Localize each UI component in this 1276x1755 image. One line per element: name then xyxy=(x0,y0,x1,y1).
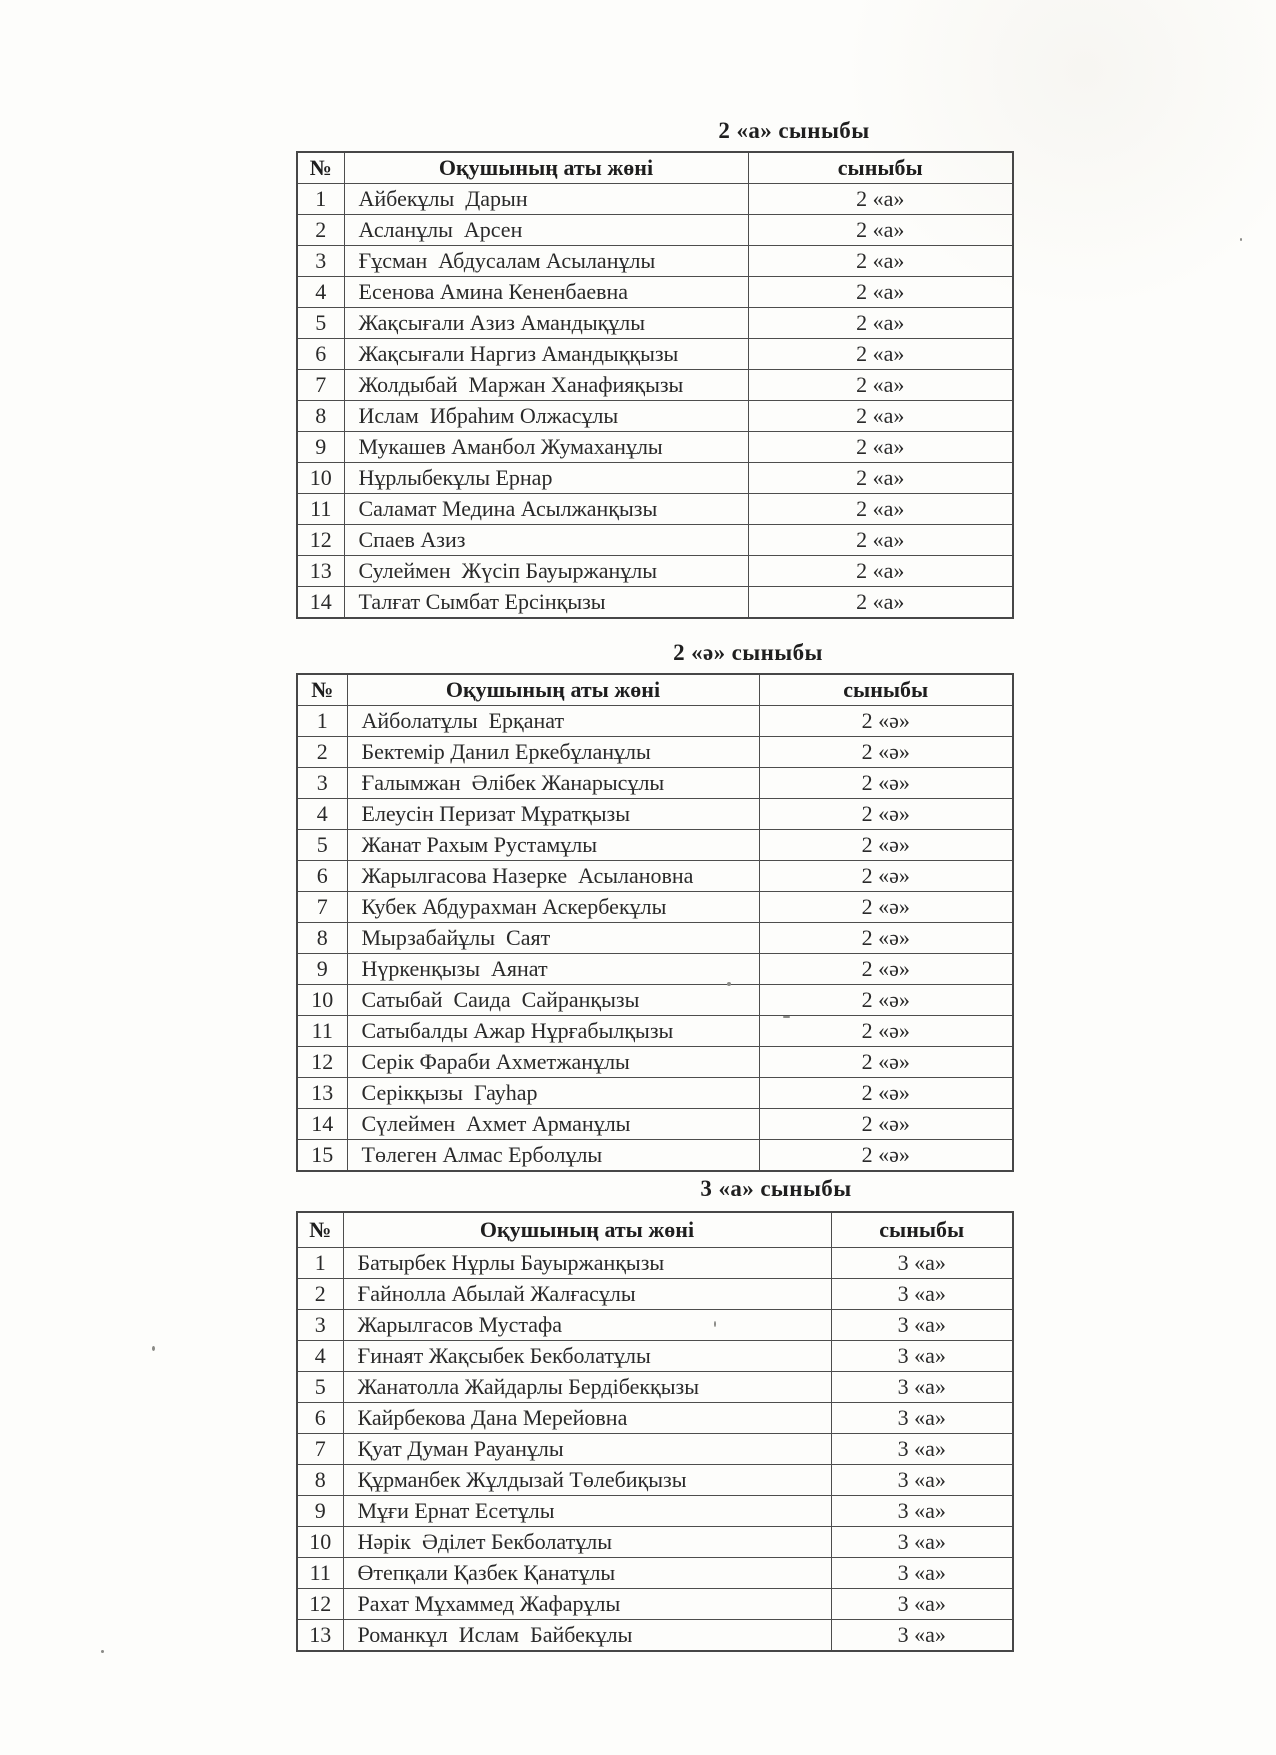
cell-number: 12 xyxy=(297,1047,347,1078)
cell-class: 3 «а» xyxy=(831,1620,1013,1652)
cell-number: 3 xyxy=(297,768,347,799)
table-header-row xyxy=(297,674,1013,706)
table-row xyxy=(297,1465,1013,1496)
table-row xyxy=(297,799,1013,830)
cell-number: 7 xyxy=(297,370,344,401)
col-header-name: Оқушының аты жөні xyxy=(344,152,748,184)
table-row xyxy=(297,1558,1013,1589)
cell-name: Батырбек Нұрлы Бауыржанқызы xyxy=(343,1248,831,1279)
cell-number: 8 xyxy=(297,401,344,432)
table-row xyxy=(297,432,1013,463)
cell-number: 10 xyxy=(297,1527,343,1558)
cell-number: 6 xyxy=(297,1403,343,1434)
cell-class: 3 «а» xyxy=(831,1279,1013,1310)
cell-name: Құрманбек Жұлдызай Төлебиқызы xyxy=(343,1465,831,1496)
cell-number: 1 xyxy=(297,1248,343,1279)
cell-name: Нұрлыбекұлы Ернар xyxy=(344,463,748,494)
cell-name: Сатыбалды Ажар Нұрғабылқызы xyxy=(347,1016,759,1047)
cell-name: Жақсығали Наргиз Амандыққызы xyxy=(344,339,748,370)
students-table-2a xyxy=(296,151,1014,619)
cell-class: 2 «ә» xyxy=(759,1109,1013,1140)
cell-number: 5 xyxy=(297,830,347,861)
cell-name: Ислам Ибраһим Олжасұлы xyxy=(344,401,748,432)
cell-name: Ғайнолла Абылай Жалғасұлы xyxy=(343,1279,831,1310)
class-section-3a xyxy=(296,1176,1012,1652)
cell-number: 5 xyxy=(297,1372,343,1403)
cell-class: 2 «ә» xyxy=(759,737,1013,768)
cell-name: Төлеген Алмас Ерболұлы xyxy=(347,1140,759,1172)
cell-name: Серікқызы Гауһар xyxy=(347,1078,759,1109)
cell-name: Жарылгасова Назерке Асылановна xyxy=(347,861,759,892)
cell-name: Рахат Мұхаммед Жафарұлы xyxy=(343,1589,831,1620)
cell-class: 2 «ә» xyxy=(759,985,1013,1016)
table-row xyxy=(297,1341,1013,1372)
cell-number: 7 xyxy=(297,892,347,923)
col-header-class: сыныбы xyxy=(831,1212,1013,1248)
cell-number: 14 xyxy=(297,587,344,619)
cell-number: 2 xyxy=(297,737,347,768)
cell-class: 2 «а» xyxy=(748,308,1013,339)
cell-class: 2 «а» xyxy=(748,277,1013,308)
cell-number: 4 xyxy=(297,799,347,830)
cell-class: 2 «ә» xyxy=(759,892,1013,923)
table-row xyxy=(297,1434,1013,1465)
cell-name: Жақсығали Азиз Амандықұлы xyxy=(344,308,748,339)
cell-class: 2 «а» xyxy=(748,494,1013,525)
col-header-name: Оқушының аты жөні xyxy=(343,1212,831,1248)
table-row xyxy=(297,1078,1013,1109)
class-list-title: 2 «ә» сыныбы xyxy=(673,640,823,665)
cell-name: Мукашев Аманбол Жумаханұлы xyxy=(344,432,748,463)
cell-class: 2 «ә» xyxy=(759,768,1013,799)
table-row xyxy=(297,861,1013,892)
cell-name: Сулеймен Жүсіп Бауыржанұлы xyxy=(344,556,748,587)
cell-class: 3 «а» xyxy=(831,1310,1013,1341)
table-row xyxy=(297,768,1013,799)
table-header-row xyxy=(297,152,1013,184)
cell-number: 5 xyxy=(297,308,344,339)
table-row xyxy=(297,587,1013,619)
table-row xyxy=(297,246,1013,277)
class-list-title: 3 «а» сыныбы xyxy=(700,1176,852,1201)
cell-class: 2 «а» xyxy=(748,556,1013,587)
table-row xyxy=(297,1589,1013,1620)
table-row xyxy=(297,277,1013,308)
cell-name: Ғинаят Жақсыбек Бекболатұлы xyxy=(343,1341,831,1372)
table-row xyxy=(297,830,1013,861)
table-row xyxy=(297,1016,1013,1047)
students-table-3a xyxy=(296,1211,1014,1652)
cell-name: Ғұсман Абдусалам Асыланұлы xyxy=(344,246,748,277)
scan-speck xyxy=(152,1346,155,1351)
cell-class: 2 «ә» xyxy=(759,923,1013,954)
table-row xyxy=(297,556,1013,587)
cell-number: 12 xyxy=(297,1589,343,1620)
cell-number: 8 xyxy=(297,1465,343,1496)
scan-speck xyxy=(101,1650,104,1653)
col-header-number: № xyxy=(297,152,344,184)
table-row xyxy=(297,1047,1013,1078)
table-row xyxy=(297,401,1013,432)
table-row xyxy=(297,1310,1013,1341)
table-row xyxy=(297,525,1013,556)
table-row xyxy=(297,339,1013,370)
cell-number: 10 xyxy=(297,463,344,494)
table-row xyxy=(297,463,1013,494)
cell-name: Өтепқали Қазбек Қанатұлы xyxy=(343,1558,831,1589)
cell-name: Айболатұлы Ерқанат xyxy=(347,706,759,737)
cell-name: Кубек Абдурахман Аскербекұлы xyxy=(347,892,759,923)
table-row xyxy=(297,494,1013,525)
cell-number: 11 xyxy=(297,1016,347,1047)
cell-number: 11 xyxy=(297,494,344,525)
cell-class: 2 «а» xyxy=(748,587,1013,619)
scan-speck xyxy=(714,1321,716,1327)
cell-number: 11 xyxy=(297,1558,343,1589)
cell-number: 14 xyxy=(297,1109,347,1140)
cell-class: 2 «а» xyxy=(748,432,1013,463)
class-section-2ae xyxy=(296,640,1012,1172)
table-row xyxy=(297,1109,1013,1140)
table-row xyxy=(297,1403,1013,1434)
cell-class: 2 «а» xyxy=(748,401,1013,432)
cell-name: Талғат Сымбат Ерсінқызы xyxy=(344,587,748,619)
cell-name: Қуат Думан Рауанұлы xyxy=(343,1434,831,1465)
cell-number: 10 xyxy=(297,985,347,1016)
cell-number: 9 xyxy=(297,1496,343,1527)
cell-name: Нүркенқызы Аянат xyxy=(347,954,759,985)
cell-class: 3 «а» xyxy=(831,1403,1013,1434)
cell-class: 3 «а» xyxy=(831,1527,1013,1558)
cell-class: 2 «ә» xyxy=(759,1078,1013,1109)
table-row xyxy=(297,1279,1013,1310)
cell-class: 2 «ә» xyxy=(759,954,1013,985)
cell-class: 2 «ә» xyxy=(759,799,1013,830)
table-row xyxy=(297,892,1013,923)
cell-number: 2 xyxy=(297,1279,343,1310)
cell-name: Ғалымжан Әлібек Жанарысұлы xyxy=(347,768,759,799)
table-row xyxy=(297,737,1013,768)
table-row xyxy=(297,923,1013,954)
cell-name: Жанат Рахым Рустамұлы xyxy=(347,830,759,861)
class-list-title: 2 «а» сыныбы xyxy=(718,118,870,143)
students-table-2ae xyxy=(296,673,1014,1172)
cell-class: 3 «а» xyxy=(831,1496,1013,1527)
table-row xyxy=(297,308,1013,339)
cell-class: 3 «а» xyxy=(831,1434,1013,1465)
table-row xyxy=(297,1248,1013,1279)
table-row xyxy=(297,985,1013,1016)
cell-class: 2 «а» xyxy=(748,246,1013,277)
cell-class: 3 «а» xyxy=(831,1372,1013,1403)
scan-speck xyxy=(783,1016,790,1018)
cell-name: Серік Фараби Ахметжанұлы xyxy=(347,1047,759,1078)
col-header-name: Оқушының аты жөні xyxy=(347,674,759,706)
cell-class: 2 «ә» xyxy=(759,830,1013,861)
cell-class: 2 «а» xyxy=(748,370,1013,401)
cell-number: 7 xyxy=(297,1434,343,1465)
cell-name: Елеусін Перизат Мұратқызы xyxy=(347,799,759,830)
cell-number: 1 xyxy=(297,184,344,215)
cell-class: 3 «а» xyxy=(831,1589,1013,1620)
cell-class: 2 «ә» xyxy=(759,1140,1013,1172)
table-row xyxy=(297,1527,1013,1558)
cell-class: 2 «а» xyxy=(748,215,1013,246)
cell-number: 9 xyxy=(297,432,344,463)
cell-class: 2 «а» xyxy=(748,525,1013,556)
cell-class: 2 «ә» xyxy=(759,1016,1013,1047)
cell-number: 3 xyxy=(297,1310,343,1341)
cell-name: Мұғи Ернат Есетұлы xyxy=(343,1496,831,1527)
cell-class: 2 «ә» xyxy=(759,861,1013,892)
cell-number: 9 xyxy=(297,954,347,985)
cell-name: Сүлеймен Ахмет Арманұлы xyxy=(347,1109,759,1140)
cell-number: 3 xyxy=(297,246,344,277)
table-row xyxy=(297,1620,1013,1652)
cell-number: 12 xyxy=(297,525,344,556)
col-header-class: сыныбы xyxy=(759,674,1013,706)
class-section-2a xyxy=(296,118,1012,619)
table-row xyxy=(297,1372,1013,1403)
cell-number: 13 xyxy=(297,1620,343,1652)
cell-number: 15 xyxy=(297,1140,347,1172)
cell-name: Жарылгасов Мустафа xyxy=(343,1310,831,1341)
cell-name: Мырзабайұлы Саят xyxy=(347,923,759,954)
cell-name: Айбекұлы Дарын xyxy=(344,184,748,215)
col-header-class: сыныбы xyxy=(748,152,1013,184)
cell-class: 3 «а» xyxy=(831,1465,1013,1496)
table-row xyxy=(297,954,1013,985)
table-row xyxy=(297,706,1013,737)
cell-class: 3 «а» xyxy=(831,1341,1013,1372)
cell-number: 6 xyxy=(297,339,344,370)
cell-number: 2 xyxy=(297,215,344,246)
cell-number: 8 xyxy=(297,923,347,954)
table-row xyxy=(297,1140,1013,1172)
cell-name: Романкұл Ислам Байбекұлы xyxy=(343,1620,831,1652)
table-row xyxy=(297,370,1013,401)
cell-number: 4 xyxy=(297,277,344,308)
cell-name: Спаев Азиз xyxy=(344,525,748,556)
col-header-number: № xyxy=(297,674,347,706)
cell-class: 2 «ә» xyxy=(759,706,1013,737)
table-row xyxy=(297,215,1013,246)
table-row xyxy=(297,184,1013,215)
scan-speck xyxy=(1240,238,1242,241)
cell-number: 1 xyxy=(297,706,347,737)
cell-name: Саламат Медина Асылжанқызы xyxy=(344,494,748,525)
cell-class: 2 «а» xyxy=(748,463,1013,494)
cell-name: Бектемір Данил Еркебұланұлы xyxy=(347,737,759,768)
cell-name: Асланұлы Арсен xyxy=(344,215,748,246)
cell-number: 13 xyxy=(297,556,344,587)
cell-class: 2 «а» xyxy=(748,184,1013,215)
cell-name: Сатыбай Саида Сайранқызы xyxy=(347,985,759,1016)
cell-name: Есенова Амина Кененбаевна xyxy=(344,277,748,308)
cell-class: 3 «а» xyxy=(831,1248,1013,1279)
cell-name: Кайрбекова Дана Мерейовна xyxy=(343,1403,831,1434)
cell-number: 4 xyxy=(297,1341,343,1372)
col-header-number: № xyxy=(297,1212,343,1248)
cell-class: 3 «а» xyxy=(831,1558,1013,1589)
cell-name: Жолдыбай Маржан Ханафияқызы xyxy=(344,370,748,401)
table-header-row xyxy=(297,1212,1013,1248)
cell-class: 2 «а» xyxy=(748,339,1013,370)
table-row xyxy=(297,1496,1013,1527)
cell-name: Нәрік Әділет Бекболатұлы xyxy=(343,1527,831,1558)
cell-number: 6 xyxy=(297,861,347,892)
cell-number: 13 xyxy=(297,1078,347,1109)
scan-speck xyxy=(727,982,731,986)
cell-name: Жанатолла Жайдарлы Бердібекқызы xyxy=(343,1372,831,1403)
cell-class: 2 «ә» xyxy=(759,1047,1013,1078)
